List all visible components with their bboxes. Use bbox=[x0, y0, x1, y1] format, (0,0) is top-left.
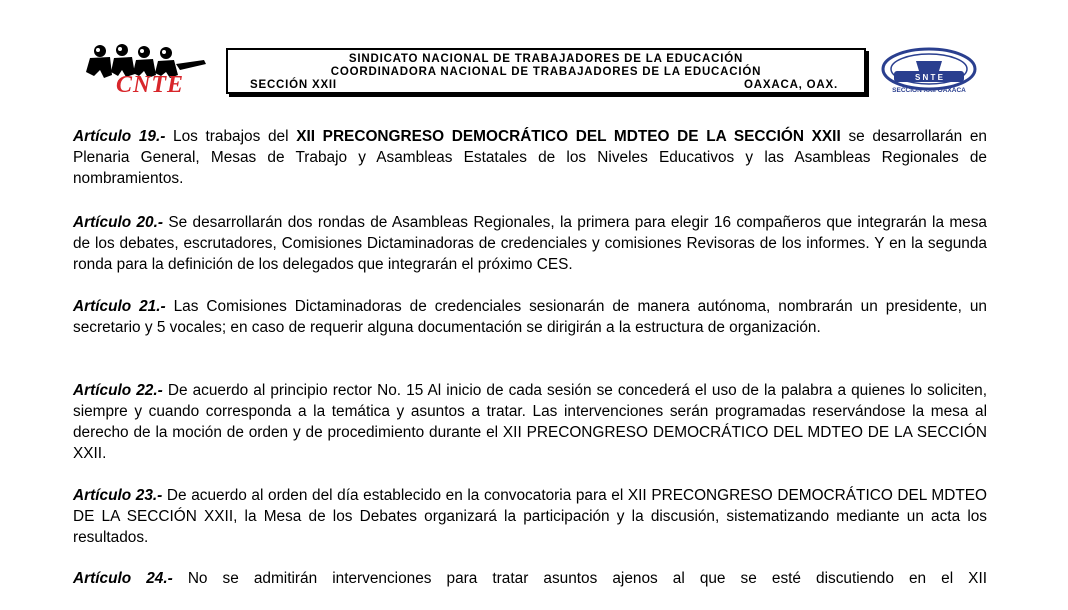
article-19-text-pre: Los trabajos del bbox=[173, 128, 289, 145]
article-19-text-post: se desarrollarán en Plenaria General, Mesas de Trabajo y Asambleas Estatales de los Niveles Educativos y las Asambleas Regionales de nombramientos. bbox=[73, 128, 987, 187]
article-24 bbox=[73, 568, 987, 610]
cnte-wordmark: CNTE bbox=[116, 72, 185, 98]
article-21-label: Artículo 21.- bbox=[73, 298, 166, 315]
article-20 bbox=[73, 212, 987, 275]
article-23 bbox=[73, 485, 987, 548]
article-19-label: Artículo 19.- bbox=[73, 128, 166, 145]
seal-caption: SECCION XXII OAXACA bbox=[892, 87, 966, 94]
seccion-xxii-seal bbox=[880, 47, 978, 99]
article-19-event-name: XII PRECONGRESO DEMOCRÁTICO DEL MDTEO DE LA SECCIÓN XXII bbox=[296, 128, 841, 145]
header-line-1: SINDICATO NACIONAL DE TRABAJADORES DE LA EDUCACIÓN bbox=[348, 53, 744, 65]
article-19 bbox=[73, 126, 987, 189]
seal-text-top: S N T E bbox=[914, 73, 944, 82]
article-23-text: De acuerdo al orden del día establecido en la convocatoria para el XII PRECONGRESO DEMOCRÁTICO DEL MDTEO DE LA SECCIÓN XXII, la Mesa de los Debates organizará la participación y la discusión, sistematizando mediante un acta los resultados. bbox=[73, 487, 987, 546]
header-location: OAXACA, OAX. bbox=[744, 79, 838, 91]
article-23-label: Artículo 23.- bbox=[73, 487, 163, 504]
article-20-label: Artículo 20.- bbox=[73, 214, 164, 231]
article-20-text: Se desarrollarán dos rondas de Asambleas Regionales, la primera para elegir 16 compañeros que integrarán la mesa de los debates, escrutadores, Comisiones Dictaminadoras de credenciales y comisiones Revisoras de los informes. Y en la segunda ronda para la definición de los delegados que integrarán el próximo CES. bbox=[73, 214, 987, 273]
header-section: SECCIÓN XXII bbox=[250, 79, 337, 91]
article-22-label: Artículo 22.- bbox=[73, 382, 163, 399]
header-line-2: COORDINADORA NACIONAL DE TRABAJADORES DE LA EDUCACIÓN bbox=[330, 66, 762, 78]
article-24-label: Artículo 24.- bbox=[73, 570, 173, 587]
article-21-text: Las Comisiones Dictaminadoras de credenciales sesionarán de manera autónoma, nombrarán un presidente, un secretario y 5 vocales; en caso de requerir alguna documentación se dirigirán a la estructura de organización. bbox=[73, 298, 987, 336]
letterhead-box bbox=[226, 48, 866, 94]
article-22-text: De acuerdo al principio rector No. 15 Al inicio de cada sesión se concederá el uso de la palabra a quienes lo soliciten, siempre y cuando corresponda a la temática y asuntos a tratar. Las intervenciones serán programadas reservándose la mesa al derecho de la moción de orden y de procedimiento durante el XII PRECONGRESO DEMOCRÁTICO DEL MDTEO DE LA SECCIÓN XXII. bbox=[73, 382, 987, 462]
article-24-text: No se admitirán intervenciones para tratar asuntos ajenos al que se esté discutiendo en el XII bbox=[187, 570, 988, 587]
cnte-logo bbox=[82, 42, 214, 98]
article-22 bbox=[73, 380, 987, 464]
article-21 bbox=[73, 296, 987, 338]
